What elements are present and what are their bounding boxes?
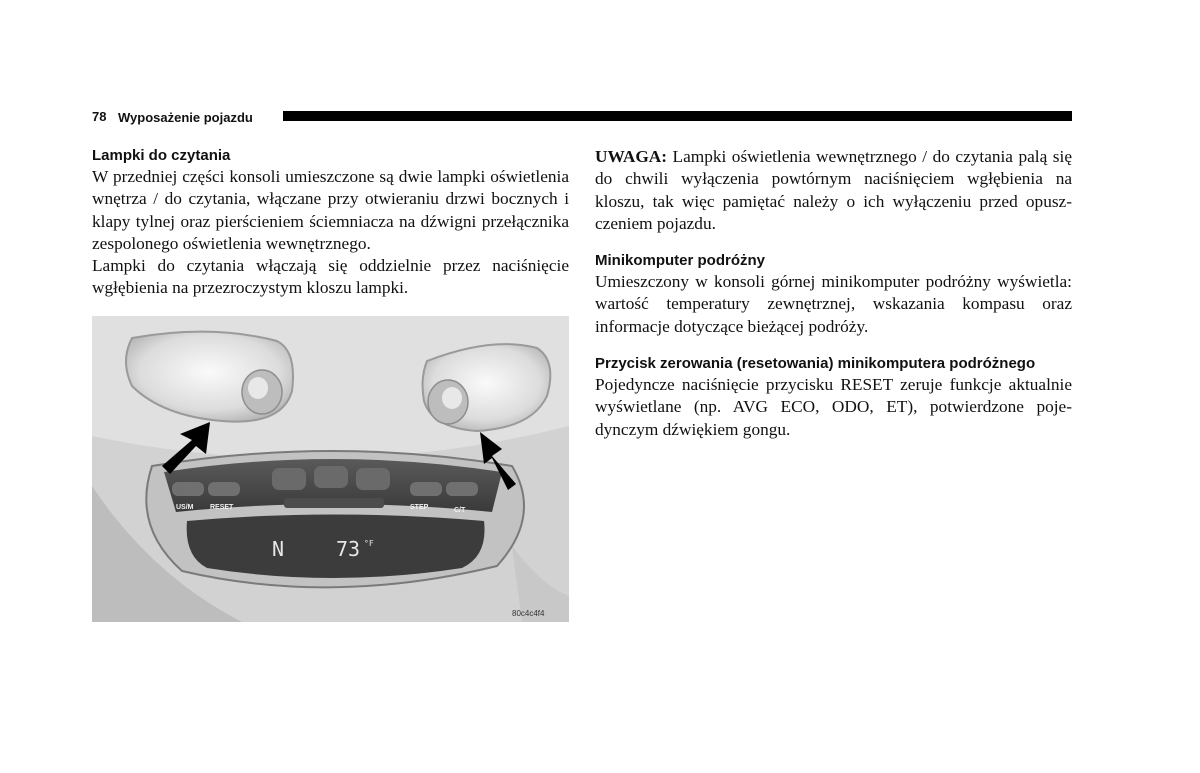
heading-reading-lamps: Lampki do czytania xyxy=(92,147,231,164)
section-title: Wyposażenie pojazdu xyxy=(118,110,253,125)
heading-reset-button: Przycisk zerowania (resetowania) minikomputera podróżnego xyxy=(595,355,1036,373)
overhead-console-figure xyxy=(92,316,569,622)
paragraph-note xyxy=(595,146,1072,235)
usm-button-label: US/M xyxy=(176,504,194,511)
paragraph-lamps-intro: W przedniej części konsoli umieszczone są dwie lampki oświetlenia wnętrza / do czytania, włączane przy otwieraniu drzwi bocznych i klapy tylnej oraz pierścieniem ściemniacza na dźwigni przełącznika zespolonego oświetlenia wewnętrznego. xyxy=(92,167,569,253)
left-column xyxy=(92,146,569,300)
step-button-label: STEP xyxy=(410,504,429,511)
note-label: UWAGA: xyxy=(595,147,668,166)
paragraph-reset-button: Pojedyncze naciśnięcie przycisku RESET zeruje funkcje aktualnie wyświetlane (np. AVG ECO, ODO, ET), potwierdzone pojedynczym dźwiękiem gongu. xyxy=(595,375,1072,439)
page-header xyxy=(92,108,1072,126)
page-number: 78 xyxy=(92,109,107,124)
display-compass: N xyxy=(272,537,285,561)
paragraph-lamps-switch: Lampki do czytania włączają się oddzielnie przez naciśnięcie wgłębienia na przezroczystym kloszu lampki. xyxy=(92,256,569,298)
ct-button-label: C/T xyxy=(454,507,466,514)
display-temperature: 73 xyxy=(336,537,361,561)
heading-trip-computer: Minikomputer podróżny xyxy=(595,252,765,270)
paragraph-trip-computer: Umieszczony w konsoli górnej minikomputer podróżny wyświetla: wartość temperatury zewnętrznej, wskazania kompasu oraz informacje dotyczące bieżącej podróży. xyxy=(595,272,1072,336)
right-column xyxy=(595,146,1072,441)
figure-code: 80c4c4f4 xyxy=(512,609,545,618)
reset-button-label: RESET xyxy=(210,504,234,511)
header-rule xyxy=(283,111,1072,121)
display-unit: °F xyxy=(364,539,374,548)
note-text: Lampki oświetlenia wewnętrznego / do czytania palą się do chwili wyłączenia powtórnym naciśnięciem wgłębienia na kloszu, tak więc pamiętać należy o ich wyłączeniu przed opuszczeniem pojazdu. xyxy=(595,147,1072,233)
